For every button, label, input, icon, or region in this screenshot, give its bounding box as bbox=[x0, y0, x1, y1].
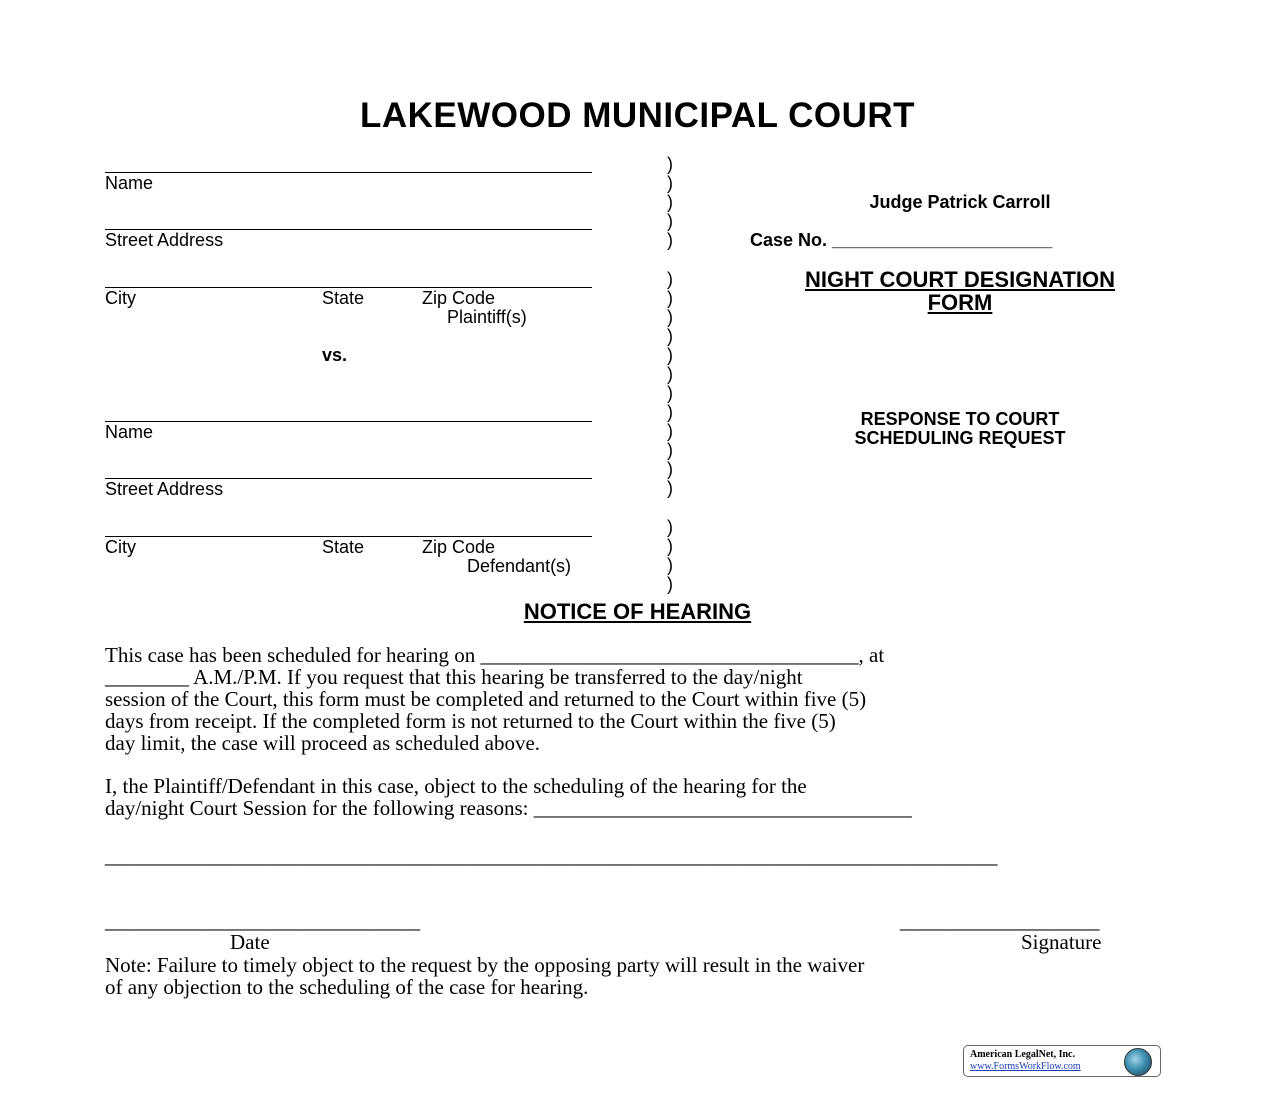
form-title-line1: NIGHT COURT DESIGNATION bbox=[804, 267, 1116, 292]
versus-label: vs. bbox=[322, 345, 348, 365]
paren-mark: ) bbox=[667, 364, 673, 384]
american-legalnet-logo[interactable] bbox=[963, 1045, 1161, 1077]
plaintiff-city-label: City bbox=[105, 288, 136, 308]
paren-mark: ) bbox=[667, 307, 673, 327]
plaintiff-zip-label: Zip Code bbox=[422, 288, 496, 308]
paren-mark: ) bbox=[667, 421, 673, 441]
case-number-field[interactable]: Case No. ______________________ bbox=[750, 230, 1053, 250]
paren-mark: ) bbox=[667, 459, 673, 479]
paren-mark: ) bbox=[667, 173, 673, 193]
defendant-street-label: Street Address bbox=[105, 479, 224, 499]
notice-para1-line: This case has been scheduled for hearing on ____________________________________, at bbox=[105, 643, 885, 667]
paren-mark: ) bbox=[667, 555, 673, 575]
notice-para1-line: session of the Court, this form must be completed and returned to the Court within five (5) bbox=[105, 687, 867, 711]
plaintiff-state-label: State bbox=[322, 288, 365, 308]
notice-heading: NOTICE OF HEARING bbox=[523, 599, 752, 624]
globe-icon bbox=[1124, 1048, 1152, 1076]
notice-para2-line: day/night Court Session for the following reasons: ____________________________________ bbox=[105, 796, 912, 820]
court-title: LAKEWOOD MUNICIPAL COURT bbox=[359, 96, 916, 135]
defendant-role-label: Defendant(s) bbox=[467, 556, 572, 576]
response-title-line2: SCHEDULING REQUEST bbox=[854, 428, 1066, 448]
paren-mark: ) bbox=[667, 478, 673, 498]
logo-url-link[interactable]: www.FormsWorkFlow.com bbox=[970, 1061, 1081, 1072]
notice-para1-line: day limit, the case will proceed as scheduled above. bbox=[105, 731, 541, 755]
paren-mark: ) bbox=[667, 288, 673, 308]
note-line: of any objection to the scheduling of the case for hearing. bbox=[105, 975, 589, 999]
logo-company-name: American LegalNet, Inc. bbox=[970, 1049, 1075, 1060]
defendant-zip-label: Zip Code bbox=[422, 537, 496, 557]
paren-mark: ) bbox=[667, 536, 673, 556]
plaintiff-name-line[interactable] bbox=[105, 172, 592, 173]
plaintiff-street-label: Street Address bbox=[105, 230, 224, 250]
paren-mark: ) bbox=[667, 326, 673, 346]
form-title-line2: FORM bbox=[927, 290, 993, 315]
signature-label: Signature bbox=[1021, 930, 1102, 954]
paren-mark: ) bbox=[667, 269, 673, 289]
paren-mark: ) bbox=[667, 574, 673, 594]
response-title-line1: RESPONSE TO COURT bbox=[860, 409, 1060, 429]
plaintiff-name-label: Name bbox=[105, 173, 154, 193]
paren-mark: ) bbox=[667, 440, 673, 460]
paren-mark: ) bbox=[667, 383, 673, 403]
plaintiff-role-label: Plaintiff(s) bbox=[447, 307, 527, 327]
paren-mark: ) bbox=[667, 230, 673, 250]
note-line: Note: Failure to timely object to the request by the opposing party will result in the waiver bbox=[105, 953, 865, 977]
date-label: Date bbox=[230, 930, 270, 954]
paren-mark: ) bbox=[667, 211, 673, 231]
paren-mark: ) bbox=[667, 402, 673, 422]
notice-para2-line: I, the Plaintiff/Defendant in this case, object to the scheduling of the hearing for the bbox=[105, 774, 807, 798]
paren-mark: ) bbox=[667, 345, 673, 365]
paren-mark: ) bbox=[667, 517, 673, 537]
defendant-state-label: State bbox=[322, 537, 365, 557]
judge-name: Judge Patrick Carroll bbox=[869, 192, 1051, 212]
defendant-name-label: Name bbox=[105, 422, 154, 442]
paren-mark: ) bbox=[667, 192, 673, 212]
date-blank-line[interactable]: ______________________________ bbox=[105, 909, 420, 933]
defendant-name-line[interactable] bbox=[105, 421, 592, 422]
paren-mark: ) bbox=[667, 154, 673, 174]
signature-blank-line[interactable]: ___________________ bbox=[900, 909, 1100, 933]
reasons-blank-line[interactable]: _____________________________________________________________________________________ bbox=[105, 844, 998, 868]
defendant-city-label: City bbox=[105, 537, 136, 557]
notice-para1-line: days from receipt. If the completed form is not returned to the Court within the five (5) bbox=[105, 709, 836, 733]
notice-para1-line: ________ A.M./P.M. If you request that this hearing be transferred to the day/night bbox=[105, 665, 803, 689]
